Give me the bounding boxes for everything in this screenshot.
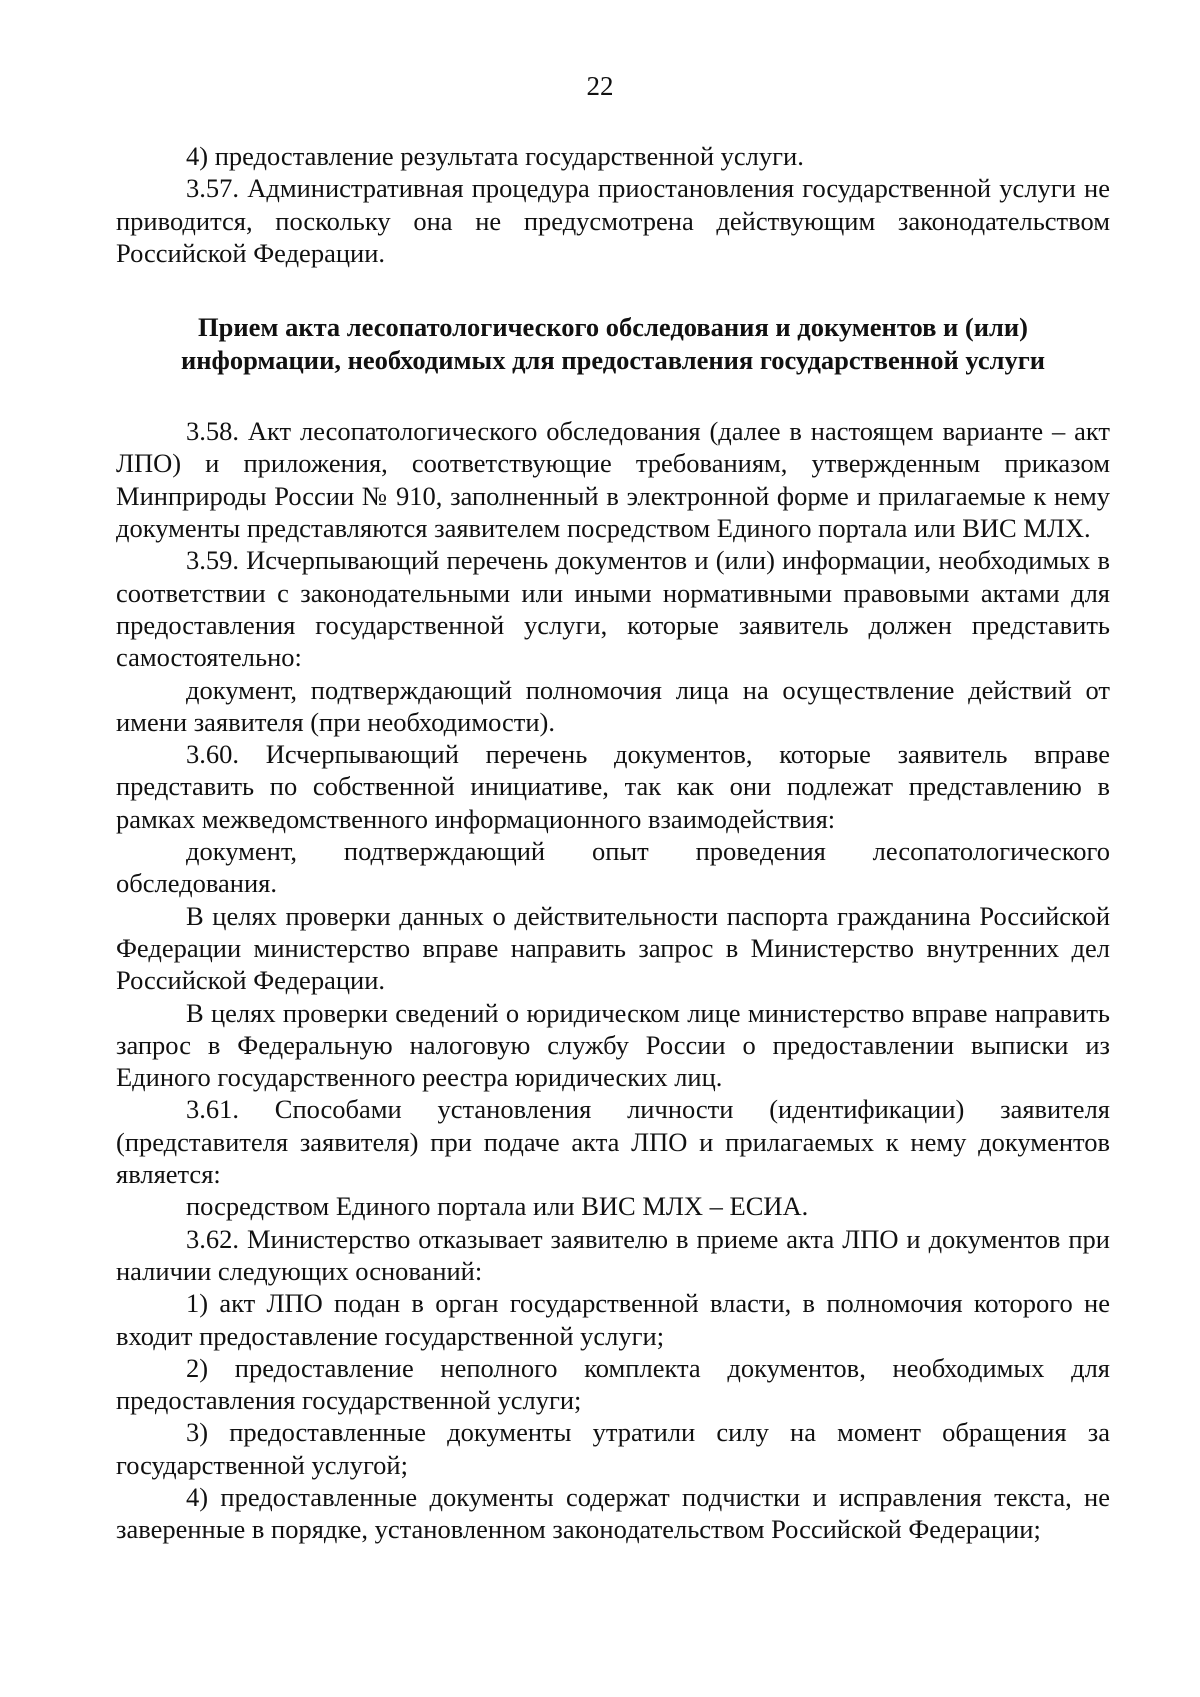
refusal-ground-1: 1) акт ЛПО подан в орган государственной власти, в полномочия которого не входит предоставление государственной услуги; xyxy=(116,1288,1110,1351)
page-number: 22 xyxy=(586,71,614,101)
refusal-ground-4: 4) предоставленные документы содержат подчистки и исправления текста, не заверенные в порядке, установленном законодательством Российской Федерации; xyxy=(116,1481,1110,1545)
paragraph-3-58: 3.58. Акт лесопатологического обследования (далее в настоящем варианте – акт ЛПО) и приложения, соответствующие требованиям, утвержденным приказом Минприроды России № 910, заполненный в электронной форме и прилагаемые к нему документы представляются заявителем посредством Единого портала или ВИС МЛХ. xyxy=(116,416,1110,544)
refusal-ground-2: 2) предоставление неполного комплекта документов, необходимых для предоставления государственной услуги; xyxy=(116,1352,1110,1416)
paragraph-result-provision: 4) предоставление результата государственной услуги. xyxy=(186,141,804,171)
refusal-ground-3: 3) предоставленные документы утратили силу на момент обращения за государственной услугой; xyxy=(116,1417,1110,1480)
paragraph-legal-entity-check: В целях проверки сведений о юридическом лице министерство вправе направить запрос в Федеральную налоговую службу России о предоставлении выписки из Единого государственного реестра юридических лиц. xyxy=(116,997,1110,1093)
paragraph-passport-check: В целях проверки данных о действительности паспорта гражданина Российской Федерации министерство вправе направить запрос в Министерство внутренних дел Российской Федерации. xyxy=(116,900,1110,996)
section-heading xyxy=(116,311,1110,377)
paragraph-3-61: 3.61. Способами установления личности (идентификации) заявителя (представителя заявителя) при подаче акта ЛПО и прилагаемых к нему документов является: xyxy=(116,1094,1110,1190)
section-heading-line-1: Прием акта лесопатологического обследования и документов и (или) xyxy=(198,312,1028,343)
document-body xyxy=(116,140,1110,1546)
paragraph-3-60: 3.60. Исчерпывающий перечень документов, которые заявитель вправе представить по собственной инициативе, так как они подлежат представлению в рамках межведомственного информационного взаимодействия: xyxy=(116,739,1110,834)
paragraph-esia: посредством Единого портала или ВИС МЛХ – ЕСИА. xyxy=(186,1191,809,1222)
paragraph-3-57: 3.57. Административная процедура приостановления государственной услуги не приводится, поскольку она не предусмотрена действующим законодательством Российской Федерации. xyxy=(116,173,1110,268)
paragraph-3-62: 3.62. Министерство отказывает заявителю в приеме акта ЛПО и документов при наличии следующих оснований: xyxy=(116,1223,1110,1286)
section-heading-line-2: информации, необходимых для предоставления государственной услуги xyxy=(180,345,1046,376)
paragraph-authority-document: документ, подтверждающий полномочия лица на осуществление действий от имени заявителя (при необходимости). xyxy=(116,674,1110,737)
paragraph-experience-document: документ, подтверждающий опыт проведения лесопатологического обследования. xyxy=(116,836,1110,899)
paragraph-3-59: 3.59. Исчерпывающий перечень документов и (или) информации, необходимых в соответствии с законодательными или иными нормативными правовыми актами для предоставления государственной услуги, которые заявитель должен представить самостоятельно: xyxy=(116,545,1110,673)
